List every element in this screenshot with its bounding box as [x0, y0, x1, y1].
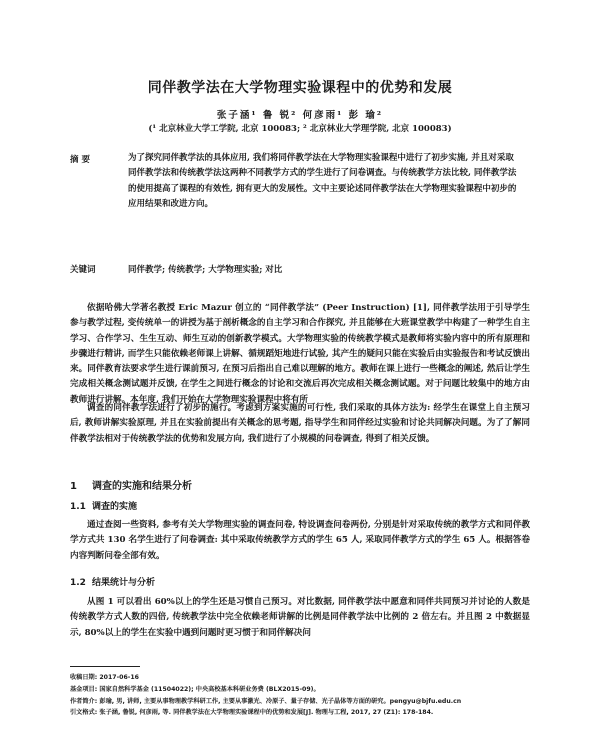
author-list: 张子涵¹ 鲁 锐² 何彦雨¹ 彭 瑜² — [216, 110, 384, 121]
paragraph-text: 从图 1 可以看出 60%以上的学生还是习惯自己预习。对比数据, 同伴教学法中愿意和同伴共同预习并讨论的人数是传统教学方式人数的四倍, 传统教学法中完全依赖老师讲解的比例是同伴教学法中比例的 2 倍左右。并且图 2 中数据显示, 80%以上的学生在实验中遇到问题时更习惯于和同伴解决问 — [70, 597, 530, 638]
paper-title: 同伴教学法在大学物理实验课程中的优势和发展 — [147, 80, 453, 96]
body-paragraph-2 — [70, 401, 530, 447]
footnote-funding: 基金项目: 国家自然科学基金 (11504022); 中央高校基本科研业务费 (BLX2015-09)。 — [70, 685, 320, 693]
keywords-text: 同伴教学; 传统教学; 大学物理实验; 对比 — [128, 265, 283, 275]
subsection-heading-1-1 — [70, 499, 137, 512]
footnote-divider — [70, 666, 140, 667]
abstract-text: 为了探究同伴教学法的具体应用, 我们将同伴教学法在大学物理实验课程中进行了初步实施, 并且对采取同伴教学法和传统教学法这两种不同教学方式的学生进行了问卷调查。与传统教学方法比较, 同伴教学法的使用提高了课程的有效性, 拥有更大的发展性。文中主要论述同伴教学法在大学物理实验课程中初步的应用结果和改进方向。 — [128, 153, 517, 210]
section-heading-1 — [70, 477, 192, 492]
paragraph-text: 通过查阅一些资料, 参考有关大学物理实验的调查问卷, 特设调查问卷两份, 分别是针对采取传统的教学方式和同伴教学方式共 130 名学生进行了问卷调查: 其中采取传统教学方式的学生 65 人, 采取同伴教学方式的学生 65 人。根据答卷内容判断问卷全部有效。 — [70, 520, 530, 561]
paragraph-text: 调查的同伴教学法进行了初步的施行。考虑到方案实施的可行性, 我们采取的具体方法为: 经学生在课堂上自主预习后, 教师讲解实验原理, 并且在实验前提出有关概念的思考题, 指导学生和同伴经过实验和讨论共同解决问题。为了了解同伴教学法相对于传统教学法的优势和发展方向, 我们进行了小规模的问卷调查, 得到了相关反馈。 — [70, 403, 530, 444]
section-number: 1 — [70, 481, 77, 492]
paragraph-text: 依据哈佛大学著名教授 Eric Mazur 创立的 “同伴教学法” (Peer Instruction) [1], 同伴教学法用于引导学生参与教学过程, 变传统单一的讲授为基于剖析概念的自主学习和合作探究, 并且能够在大班课堂教学中构建了一种学生自主学习、合作学习、生生互动、师生互动的创新教学模式。大学物理实验的传统教学模式是教师将实验内容中的所有原理和步骤进行精讲, 而学生只能依赖老师课上讲解、循规蹈矩地进行试验, 其产生的疑问只能在实验后由实验报告和考试反馈出来。同伴教育法要求学生进行课前预习, 在预习后指出自己难以理解的地方。教师在课上进行一些概念的阐述, 然后让学生完成相关概念测试题并反馈, 在学生之间进行概念的讨论和交流后再次完成相关概念测试题。对于问题比较集中的地方由教师进行讲解。本年度, 我们开始在大学物理实验课程中将有所 — [70, 303, 530, 405]
subsection-number: 1.1 — [70, 502, 86, 512]
subsection-title: 结果统计与分析 — [92, 578, 156, 588]
subsection-title: 调查的实施 — [92, 502, 138, 512]
abstract-label: 摘 要 — [70, 155, 90, 165]
body-paragraph-1 — [70, 301, 530, 408]
body-paragraph-4 — [70, 595, 530, 641]
footnote-author: 作者简介: 彭瑜, 男, 讲师, 主要从事物理教学科研工作, 主要从事激光、冷原子、量子存储、光子晶体等方面的研究。pengyu@bjfu.edu.cn — [70, 697, 462, 705]
body-paragraph-3 — [70, 518, 530, 564]
footnote-received: 收稿日期: 2017-06-16 — [70, 674, 139, 681]
keywords-label: 关键词 — [70, 265, 96, 275]
footnotes — [70, 672, 540, 719]
section-title: 调查的实施和结果分析 — [92, 481, 192, 492]
footnote-citation: 引文格式: 张子涵, 鲁锐, 何彦雨, 等. 同伴教学法在大学物理实验课程中的优势和发展[J]. 物理与工程, 2017, 27 (Z1): 178-184. — [70, 709, 434, 717]
subsection-number: 1.2 — [70, 578, 86, 588]
affiliations: (¹ 北京林业大学工学院, 北京 100083; ² 北京林业大学理学院, 北京 100083) — [148, 124, 452, 134]
subsection-heading-1-2 — [70, 575, 155, 588]
